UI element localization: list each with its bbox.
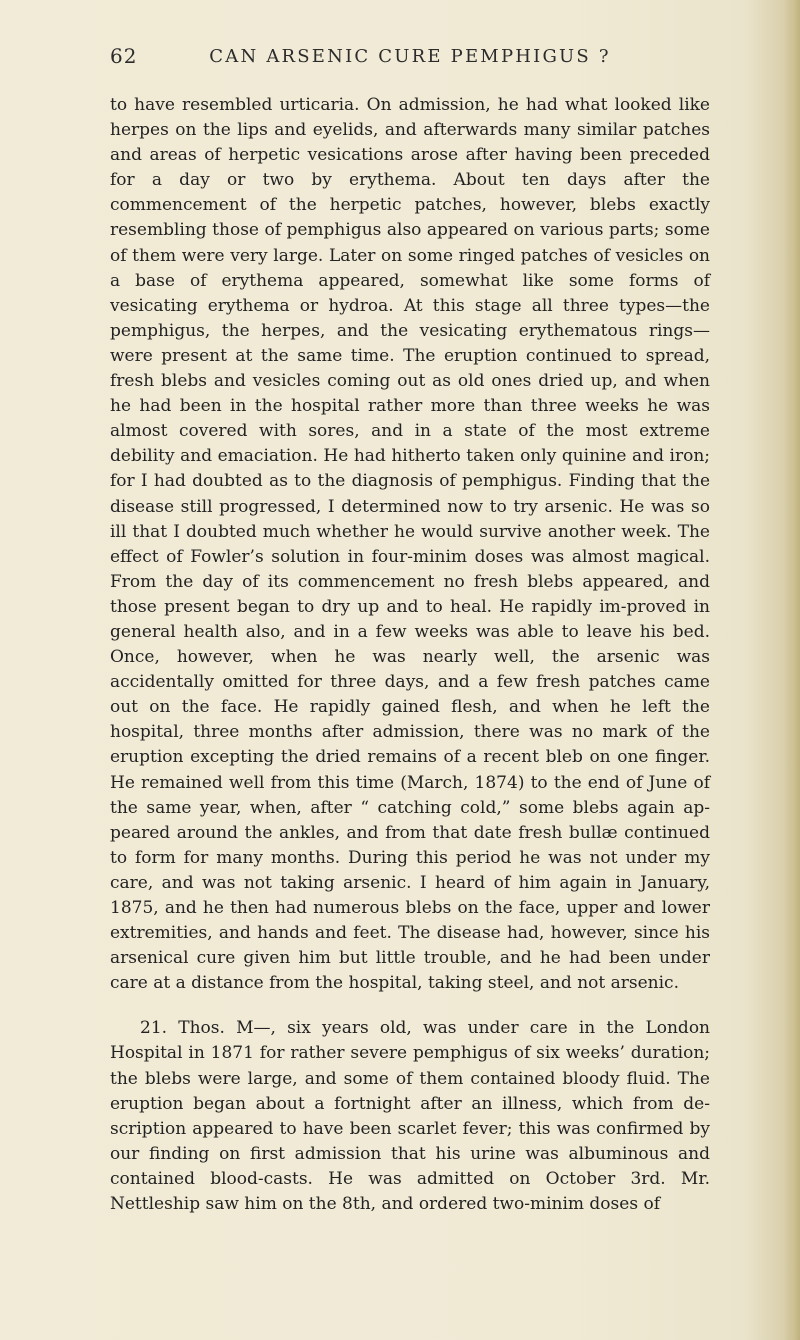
page-edge-shadow	[784, 0, 800, 1340]
page-header	[110, 44, 710, 78]
body-text	[110, 93, 710, 1217]
paragraph-continued: to have resembled urticaria. On admission, he had what looked like herpes on the lips and eyelids, and afterwards many similar patches and areas of herpetic vesications arose after having been preceded for a day or two by erythema. About ten days after the commencement of the herpetic patches, however, blebs exactly resembling those of pemphigus also appeared on various parts; some of them were very large. Later on some ringed patches of vesicles on a base of erythema appeared, somewhat like some forms of vesicating erythema or hydroa. At this stage all three types—the pemphigus, the herpes, and the vesicating erythematous rings—were present at the same time. The eruption continued to spread, fresh blebs and vesicles coming out as old ones dried up, and when he had been in the hospital rather more than three weeks he was almost covered with sores, and in a state of the most extreme debility and emaciation. He had hitherto taken only quinine and iron; for I had doubted as to the diagnosis of pemphigus. Finding that the disease still progressed, I determined now to try arsenic. He was so ill that I doubted much whether he would survive another week. The effect of Fowler’s solution in four-minim doses was almost magical. From the day of its commencement no fresh blebs appeared, and those present began to dry up and to heal. He rapidly im-proved in general health also, and in a few weeks was able to leave his bed. Once, however, when he was nearly well, the arsenic was accidentally omitted for three days, and a few fresh patches came out on the face. He rapidly gained flesh, and when he left the hospital, three months after admission, there was no mark of the eruption excepting the dried remains of a recent bleb on one finger. He remained well from this time (March, 1874) to the end of June of the same year, when, after “ catching cold,” some blebs again ap-peared around the ankles, and from that date fresh bullæ continued to form for many months. During this period he was not under my care, and was not taking arsenic. I heard of him again in January, 1875, and he then had numerous blebs on the face, upper and lower extremities, and hands and feet. The disease had, however, since his arsenical cure given him but little trouble, and he had been under care at a distance from the hospital, taking steel, and not arsenic.	[110, 95, 710, 994]
running-head: CAN ARSENIC CURE PEMPHIGUS ?	[209, 46, 611, 67]
page-number: 62	[110, 44, 138, 68]
paragraph-case-21: 21. Thos. M—, six years old, was under care in the London Hospital in 1871 for rather severe pemphigus of six weeks’ duration; the blebs were large, and some of them contained bloody fluid. The eruption began about a fortnight after an illness, which from de-scription appeared to have been scarlet fever; this was confirmed by our finding on first admission that his urine was albuminous and contained blood-casts. He was admitted on October 3rd. Mr. Nettleship saw him on the 8th, and ordered two-minim doses of	[110, 1018, 710, 1215]
